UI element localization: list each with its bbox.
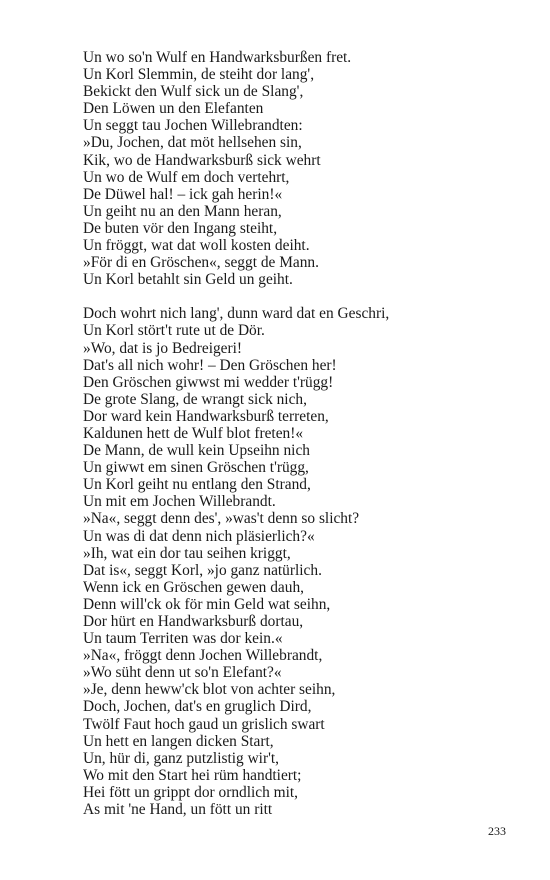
poem-line: Un was di dat denn nich pläsierlich?«: [83, 527, 315, 545]
poem-line: Dat's all nich wohr! – Den Gröschen her!: [83, 356, 337, 374]
poem-line: Kik, wo de Handwarksburß sick wehrt: [83, 151, 321, 169]
poem-line: De grote Slang, de wrangt sick nich,: [83, 390, 307, 408]
poem-line: Wenn ick en Gröschen gewen dauh,: [83, 578, 304, 596]
poem-line: Un Korl betahlt sin Geld un geiht.: [83, 271, 293, 289]
poem-line: De buten vör den Ingang steiht,: [83, 219, 278, 237]
poem-line: Un wo so'n Wulf en Handwarksburßen fret.: [83, 49, 352, 66]
poem-line: Dor hürt en Handwarksburß dortau,: [83, 613, 304, 630]
poem-line: De Mann, de wull kein Upseihn nich: [83, 442, 310, 460]
poem-line: Un, hür di, ganz putzlistig wir't,: [83, 749, 279, 767]
page-number: 233: [488, 824, 506, 838]
poem-line: »Du, Jochen, dat möt hellsehen sin,: [83, 134, 302, 152]
poem-line: Dat is«, seggt Korl, »jo ganz natürlich.: [83, 561, 322, 579]
poem-line: Denn will'ck ok för min Geld wat seihn,: [83, 595, 331, 613]
poem-line: Un geiht nu an den Mann heran,: [83, 202, 282, 220]
poem-line: »För di en Gröschen«, seggt de Mann.: [83, 254, 319, 272]
poem-line: De Düwel hal! – ick gah herin!«: [83, 185, 283, 203]
poem-line: »Je, denn heww'ck blot von achter seihn,: [83, 681, 336, 699]
poem-line: Dor ward kein Handwarksburß terreten,: [83, 407, 329, 425]
poem-text: [83, 49, 523, 818]
poem-line: Wo mit den Start hei rüm handtiert;: [83, 766, 302, 784]
poem-line: Hei fött un grippt dor orndlich mit,: [83, 783, 299, 801]
poem-line: Un Korl geiht nu entlang den Strand,: [83, 476, 311, 494]
poem-line: Bekickt den Wulf sick un de Slang',: [83, 83, 304, 101]
stanza-1: [83, 49, 523, 288]
poem-line: Un taum Territen was dor kein.«: [83, 630, 283, 648]
poem-line: Un mit em Jochen Willebrandt.: [83, 493, 276, 511]
poem-line: Den Löwen un den Elefanten: [83, 100, 264, 118]
stanza-2: [83, 305, 523, 818]
poem-line: Den Gröschen giwwst mi wedder t'rügg!: [83, 373, 334, 391]
poem-line: Doch wohrt nich lang', dunn ward dat en Geschri,: [83, 305, 390, 323]
poem-line: Un seggt tau Jochen Willebrandten:: [83, 117, 303, 135]
poem-line: »Wo, dat is jo Bedreigeri!: [83, 339, 243, 357]
poem-line: Kaldunen hett de Wulf blot freten!«: [83, 424, 304, 442]
poem-line: »Na«, seggt denn des', »was't denn so slicht?: [83, 510, 360, 528]
poem-line: Un wo de Wulf em doch vertehrt,: [83, 168, 290, 186]
poem-line: »Na«, fröggt denn Jochen Willebrandt,: [83, 647, 323, 665]
poem-line: Doch, Jochen, dat's en gruglich Dird,: [83, 698, 312, 716]
poem-line: As mit 'ne Hand, un fött un ritt: [83, 801, 273, 819]
poem-line: Un Korl Slemmin, de steiht dor lang',: [83, 66, 315, 84]
poem-line: »Wo süht denn ut so'n Elefant?«: [83, 664, 282, 682]
poem-line: Un giwwt em sinen Gröschen t'rügg,: [83, 459, 309, 477]
poem-line: »Ih, wat ein dor tau seihen kriggt,: [83, 544, 291, 562]
poem-line: Twölf Faut hoch gaud un grislich swart: [83, 715, 325, 733]
poem-line: Un Korl stört't rute ut de Dör.: [83, 322, 265, 340]
poem-line: Un hett en langen dicken Start,: [83, 732, 274, 750]
poem-line: Un fröggt, wat dat woll kosten deiht.: [83, 237, 310, 255]
